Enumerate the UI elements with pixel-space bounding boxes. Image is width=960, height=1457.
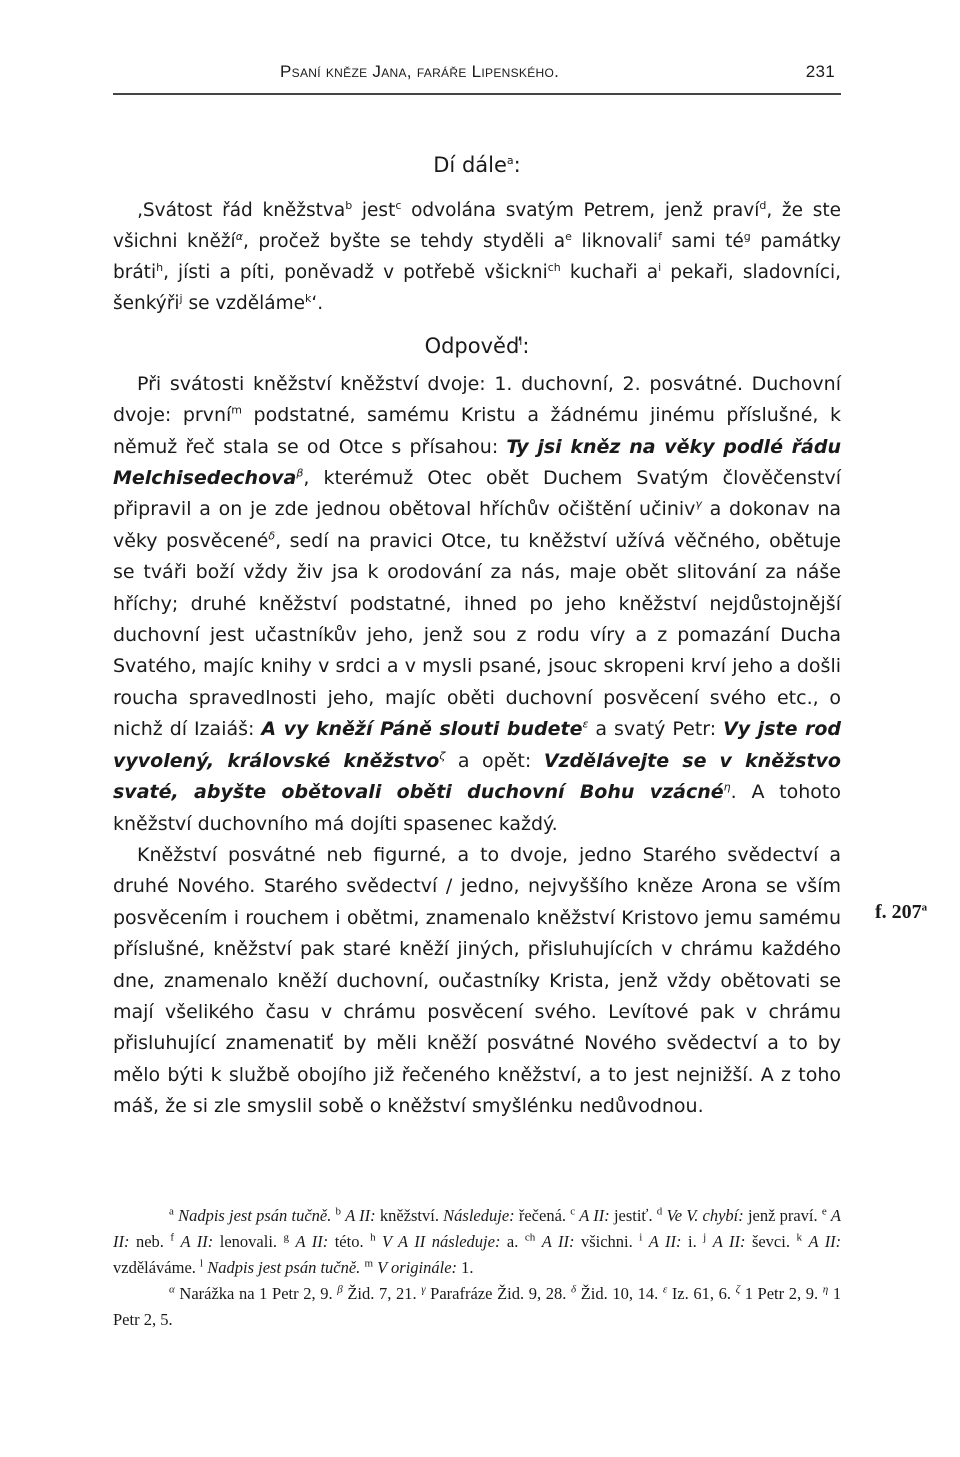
footnote-marker: j [703, 1231, 707, 1244]
figurative-priesthood-paragraph: Kněžství posvátné neb figurné, a to dvoje, jedno Starého svědectví a druhé Nového. Starého svědectví / jedno, nejvyššího kněze Arona se vším posvěcením i rouchem i obětmi, znamenalo kněžství Kristovo jemu samému příslušné, kněžství pak staré kněží jiných, přisluhujících v chrámu každého dne, znamenalo kněží duchovní, oučastníky Krista, jenž vždy obětovati se mají všelikého času v chrámu posvěcení svého. Levítové pak v chrámu přisluhující znamenatiť by měli kněží posvátné Nového svědectví a to by mělo býti k službě obojího již řečeného kněžství, a to jest nejnižší. A z toho máš, že si zle smyslil sobě o kněžství smyšlénku nedůvodnou. [113, 843, 841, 1118]
footnote-marker: δ [570, 1283, 577, 1296]
footnote-text: Nadpis jest psán tučně. [207, 1258, 361, 1277]
footnote-marker: k [796, 1231, 802, 1244]
footnote-marker: d [656, 1205, 663, 1218]
footnote-marker: f [170, 1231, 175, 1244]
footnote-text: jestiť. [609, 1206, 657, 1225]
footnote-text: ševci. [745, 1232, 797, 1251]
footnote-text: A II: [295, 1232, 329, 1251]
footnote-text: Následuje: [443, 1206, 515, 1225]
running-header [113, 62, 841, 90]
footnote-text: A II: [579, 1206, 610, 1225]
footnote-text: kněžství. [375, 1206, 444, 1225]
footnote-text: A II: [541, 1232, 575, 1251]
footnote-marker: ε [662, 1283, 668, 1296]
footnote-marker: ζ [735, 1283, 741, 1296]
footnote-text: Žid. 7, 21. [347, 1284, 422, 1303]
footnote-marker: c [570, 1205, 576, 1218]
footnote-text: a. [500, 1232, 525, 1251]
footnote-text: této. [328, 1232, 371, 1251]
footnote-text: lenovali. [213, 1232, 284, 1251]
footnote-marker: e [821, 1205, 827, 1218]
footnotes-references [113, 1281, 841, 1333]
footnote-text: Narážka na 1 Petr 2, 9. [179, 1284, 338, 1303]
footnote-text: V originále: [377, 1258, 458, 1277]
answer-paragraph: Při svátosti kněžství kněžství dvoje: 1. duchovní, 2. posvátné. Duchovní dvoje: první$^m$ podstatné, samému Kristu a žádnému jinému příslušné, k němuž řeč stala se od Otce s přísahou: Ty jsi kněz na věky podlé řádu Melchisedechova$^\beta$, kterémuž Otec obět Duchem Svatým člověčenství připravil a on je zde jednou obětoval hříchův očištění učiniv$^\gamma$ a dokonav na věky posvěcené$^\delta$, sedí na pravici Otce, tu kněžství užívá věčného, obětuje se tváři boží vždy živ jsa k orodování za nás, maje obět slitování za náše hříchy; druhé kněžství podstatné, ihned po jeho kněžství nejdůstojnější duchovní jest učastníkův jeho, jenž sou z rodu víry a z pomazání Ducha Svatého, majíc knihy v srdci a v mysli psané, jsouc skropeni krví jeho a došli roucha spravedlnosti jeho, majíc oběti duchovní posvěcení svého etc., o nichž dí Izaiáš: A vy kněží Páně slouti budete$^\varepsilon$ a svatý Petr: Vy jste rod vyvolený, královské kněžstvo$^\zeta$ a opět: Vzdělávejte se v kněžstvo svaté, abyšte obětovali oběti duchovní Bohu vzácné$^\eta$. A tohoto kněžství duchovního má dojíti spasenec každý. [113, 372, 842, 835]
footnote-text: vzděláváme. [113, 1258, 201, 1277]
footnote-text: všichni. [574, 1232, 640, 1251]
footnote-text: i. [681, 1232, 704, 1251]
footnote-marker: i [639, 1231, 643, 1244]
running-title: Psaní kněze Jana, faráře Lipenského. [280, 62, 560, 81]
footnote-text: A II: [180, 1232, 214, 1251]
footnote-text: A II: [712, 1232, 746, 1251]
footnote-marker: g [283, 1231, 290, 1244]
footnote-marker: ch [524, 1231, 536, 1244]
footnote-marker: a [169, 1205, 174, 1218]
footnote-marker: m [364, 1257, 373, 1270]
main-text [113, 150, 841, 1123]
quoted-paragraph: ‚Svátost řád kněžstva$^b$ jest$^c$ odvolána svatým Petrem, jenž praví$^d$, že ste všichni kněží$^\alpha$, pročež byšte se tehdy styděli $a^e$ liknovali$^f$ sami $té^g$ památky bráti$^h$, jísti a píti, poněvadž v potřebě všickni$^{ch}$ kuchaři $a^i$ pekaři, sladovníci, šenkýři$^j$ se vzděláme$^k$‘. [113, 199, 842, 315]
footnote-text: V A II následuje: [382, 1232, 501, 1251]
footnote-text: Žid. 10, 14. [580, 1284, 663, 1303]
footnote-text: A II: [345, 1206, 376, 1225]
footnote-marker: α [169, 1283, 175, 1296]
footnote-marker: η [822, 1283, 829, 1296]
footnote-marker: h [370, 1231, 376, 1244]
footnote-text: Ve V. chybí: [666, 1206, 744, 1225]
footnote-text: A II: [808, 1232, 842, 1251]
footnote-marker: b [335, 1205, 342, 1218]
footnote-text: jenž praví. [743, 1206, 822, 1225]
footnote-text: A II: [648, 1232, 682, 1251]
footnote-text: 1. [457, 1258, 474, 1277]
footnote-text: 1 Petr 2, 9. [744, 1284, 823, 1303]
footnote-text: A II: [113, 1206, 841, 1251]
footnote-text: Parafráze Žid. 9, 28. [430, 1284, 571, 1303]
footnote-marker: γ [421, 1283, 426, 1296]
footnote-text: Iz. 61, 6. [671, 1284, 736, 1303]
footnote-text: neb. [129, 1232, 171, 1251]
footnote-text: řečená. [514, 1206, 571, 1225]
footnote-marker: β [337, 1283, 343, 1296]
page-number: 231 [805, 62, 835, 81]
section-heading-2: Odpověď$^l$: [424, 334, 530, 359]
footnotes [113, 1203, 841, 1333]
footnote-text: 1 Petr 2, 5. [113, 1284, 842, 1329]
section-heading-1: Dí dále$^a$: [433, 153, 521, 177]
header-rule [113, 93, 841, 95]
footnotes-variants [113, 1203, 841, 1281]
footnote-marker: l [200, 1257, 204, 1270]
folio-margin-note: f. 207$^a$ [875, 901, 928, 923]
footnote-text: Nadpis jest psán tučně. [178, 1206, 332, 1225]
